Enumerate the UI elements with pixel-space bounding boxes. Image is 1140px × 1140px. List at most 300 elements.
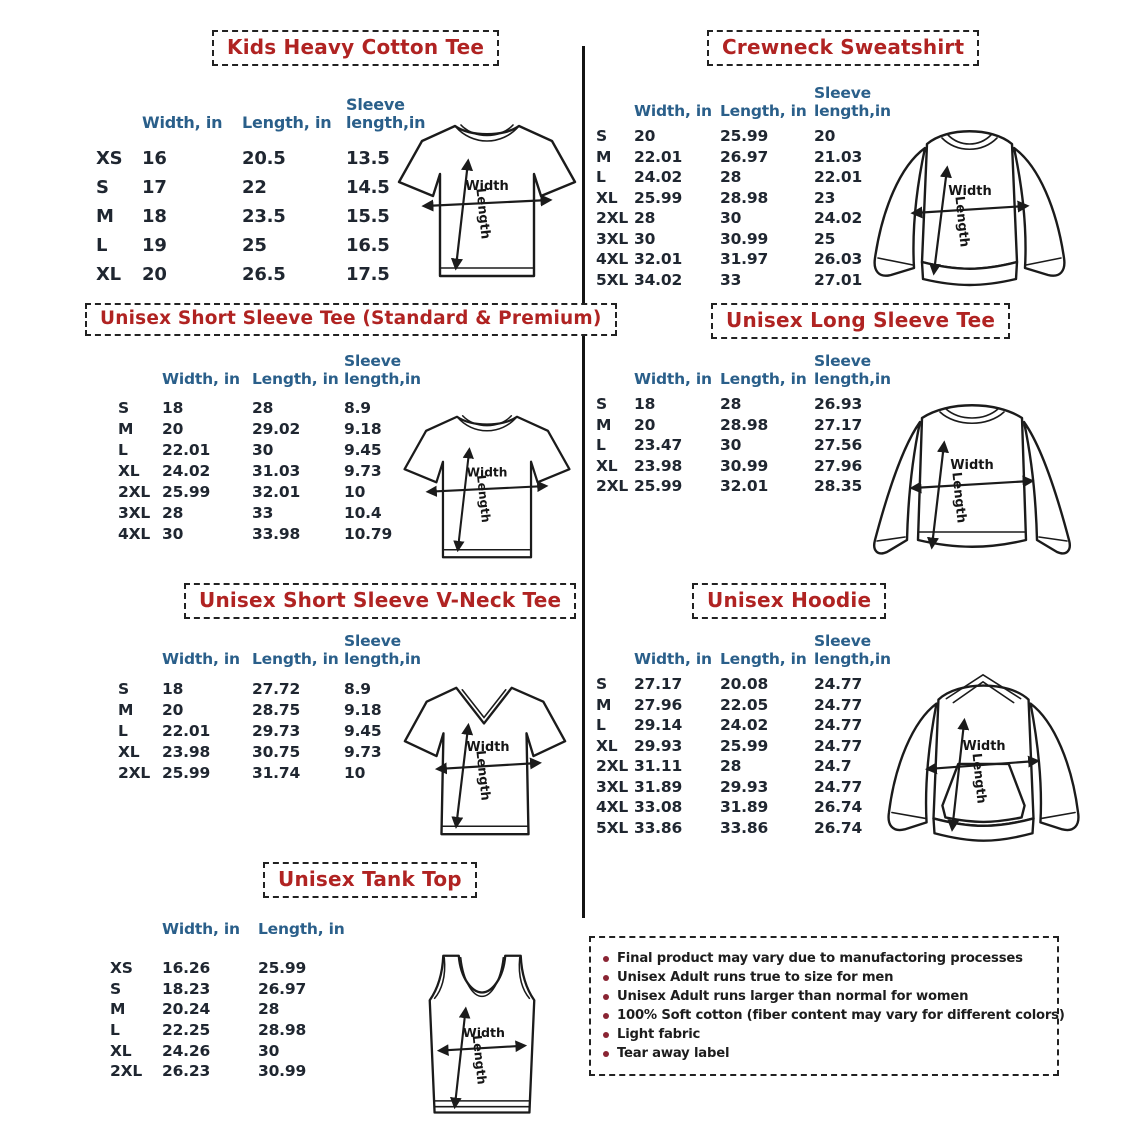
measurement-value: 22 [242,177,267,198]
measurement-value: 23.98 [162,742,211,761]
size-table-tank [110,914,358,1082]
measurement-value: 28.75 [252,700,301,719]
short-sleeve-tee-illustration [398,398,576,576]
col-header-width: Width, in [634,370,712,388]
table-header-row [110,914,358,938]
measurement-value: 20.08 [720,675,769,694]
measurement-value: 23.47 [634,436,683,455]
table-body [596,674,890,838]
measurement-value: 30 [162,524,184,543]
measurement-value: 9.45 [344,440,382,459]
size-label: 2XL [118,763,151,782]
measurement-value: 22.01 [814,168,863,187]
size-label: L [118,721,128,740]
measurement-value: 8.9 [344,398,371,417]
measurement-value: 26.97 [720,147,769,166]
col-header-length: Length, in [258,920,345,938]
measurement-value: 19 [142,235,167,256]
section-title-text: Unisex Short Sleeve Tee (Standard & Premium) [100,308,602,329]
measurement-value: 15.5 [346,206,390,227]
size-label: 3XL [596,229,629,248]
measurement-value: 25.99 [720,736,769,755]
col-header-sleeve: Sleeve length,in [344,632,421,668]
measurement-value: 10.4 [344,503,382,522]
measurement-value: 20 [162,700,184,719]
section-title-unisex-short-sleeve-tee [85,303,617,336]
measurement-value: 18 [634,395,656,414]
measurement-value: 9.18 [344,419,382,438]
measurement-value: 9.73 [344,742,382,761]
size-label: L [96,235,108,256]
table-row [596,415,890,436]
table-row [118,481,418,502]
measurement-value: 27.01 [814,270,863,289]
bullet-icon [603,956,609,962]
size-label: M [118,700,134,719]
measurement-value: 24.02 [162,461,211,480]
measurement-value: 25 [242,235,267,256]
measurement-value: 30.75 [252,742,301,761]
col-header-sleeve: Sleeve length,in [344,352,421,388]
table-row [118,678,418,699]
size-label: S [596,675,607,694]
size-label: 2XL [110,1062,143,1081]
note-text: Final product may vary due to manufactoring processes [617,951,1023,966]
width-label: Width [950,458,994,473]
measurement-value: 24.7 [814,757,852,776]
note-item [603,951,1045,966]
measurement-value: 32.01 [634,250,683,269]
measurement-value: 20.24 [162,1000,211,1019]
measurement-value: 28 [162,503,184,522]
col-header-width: Width, in [142,113,223,132]
col-header-sleeve: Sleeve length,in [814,632,891,668]
measurement-value: 20 [634,415,656,434]
measurement-value: 28 [252,398,274,417]
size-label: 2XL [118,482,151,501]
measurement-value: 13.5 [346,148,390,169]
table-row [596,818,890,839]
measurement-value: 31.74 [252,763,301,782]
measurement-value: 20 [634,127,656,146]
table-body [118,397,418,544]
size-label: S [596,395,607,414]
measurement-value: 25.99 [634,477,683,496]
measurement-value: 24.26 [162,1041,211,1060]
note-text: Unisex Adult runs larger than normal for women [617,989,969,1004]
size-label: 2XL [596,209,629,228]
table-row [596,797,890,818]
measurement-value: 28 [720,757,742,776]
measurement-value: 21.03 [814,147,863,166]
table-row [110,1040,358,1061]
table-header-row [118,632,421,668]
size-label: 5XL [596,818,629,837]
col-header-sleeve: Sleeve length,in [346,95,426,133]
measurement-value: 24.02 [814,209,863,228]
table-header-row [118,352,421,388]
table-row [596,394,890,415]
table-body [596,126,890,290]
table-row [596,736,890,757]
sleeve-outline [889,704,937,830]
size-label: 4XL [596,798,629,817]
size-table-short-sleeve [118,352,421,544]
table-row [118,720,418,741]
measurement-value: 26.97 [258,979,307,998]
note-item [603,970,1045,985]
size-label: XL [596,736,618,755]
size-label: XL [110,1041,132,1060]
section-title-unisex-tank-top [263,862,477,898]
size-label: XS [110,959,133,978]
section-title-unisex-hoodie [692,583,886,619]
table-row [596,167,890,188]
crewneck-illustration [862,112,1077,302]
measurement-value: 26.74 [814,818,863,837]
table-header-row [96,84,428,132]
table-row [596,270,890,291]
measurement-value: 22.25 [162,1021,211,1040]
table-row [118,699,418,720]
measurement-value: 10 [344,763,366,782]
measurement-value: 24.77 [814,675,863,694]
section-title-text: Crewneck Sweatshirt [722,35,965,59]
size-label: 5XL [596,270,629,289]
size-label: L [110,1021,120,1040]
measurement-value: 26.74 [814,798,863,817]
size-label: M [596,415,612,434]
note-text: Light fabric [617,1027,701,1042]
size-label: S [596,127,607,146]
table-row [118,418,418,439]
measurement-value: 14.5 [346,177,390,198]
measurement-value: 28.98 [720,188,769,207]
note-text: Unisex Adult runs true to size for men [617,970,894,985]
size-table-vneck [118,632,421,783]
measurement-value: 16.5 [346,235,390,256]
size-label: 2XL [596,757,629,776]
bullet-icon [603,1013,609,1019]
measurement-value: 22.05 [720,695,769,714]
measurement-value: 25.99 [162,763,211,782]
note-item [603,1046,1045,1061]
table-header-row [596,632,890,668]
size-label: L [596,716,606,735]
measurement-value: 9.73 [344,461,382,480]
note-text: 100% Soft cotton (fiber content may vary for different colors) [617,1008,1065,1023]
measurement-value: 26.23 [162,1062,211,1081]
measurement-value: 27.17 [634,675,683,694]
col-header-sleeve: Sleeve length,in [814,352,891,388]
table-row [110,999,358,1020]
measurement-value: 16.26 [162,959,211,978]
measurement-value: 33.98 [252,524,301,543]
measurement-value: 16 [142,148,167,169]
measurement-value: 25.99 [258,959,307,978]
notes-box [589,936,1065,1076]
long-sleeve-tee-illustration [858,388,1086,574]
note-item [603,989,1045,1004]
size-label: XL [118,461,140,480]
size-label: L [596,436,606,455]
section-title-text: Unisex Long Sleeve Tee [726,308,996,332]
measurement-value: 33.86 [634,818,683,837]
table-row [596,674,890,695]
length-label: Length [472,187,493,240]
measurement-value: 17 [142,177,167,198]
length-label: Length [948,471,969,524]
measurement-value: 24.02 [720,716,769,735]
measurement-value: 25.99 [720,127,769,146]
measurement-value: 30 [258,1041,280,1060]
kids-tee-illustration [392,110,582,292]
measurement-value: 20.5 [242,148,286,169]
measurement-value: 31.11 [634,757,683,776]
measurement-value: 27.96 [634,695,683,714]
measurement-value: 30.99 [258,1062,307,1081]
col-header-width: Width, in [634,650,712,668]
size-table-long-sleeve [596,352,890,497]
measurement-value: 34.02 [634,270,683,289]
measurement-value: 24.77 [814,777,863,796]
measurement-value: 18 [162,398,184,417]
measurement-value: 26.03 [814,250,863,269]
size-table-kids [96,84,428,289]
measurement-value: 28 [720,395,742,414]
measurement-value: 31.97 [720,250,769,269]
table-row [96,173,428,202]
size-label: M [596,695,612,714]
section-title-unisex-long-sleeve-tee [711,303,1010,339]
table-row [96,144,428,173]
size-label: 4XL [118,524,151,543]
table-row [96,202,428,231]
size-label: S [118,679,129,698]
table-row [110,1061,358,1082]
measurement-value: 33.08 [634,798,683,817]
hoodie-illustration [876,662,1091,862]
section-title-text: Kids Heavy Cotton Tee [227,35,485,59]
table-row [118,460,418,481]
width-label: Width [962,739,1006,755]
size-label: XL [118,742,140,761]
col-header-width: Width, in [162,370,240,388]
vneck-tee-illustration [398,672,570,850]
table-row [596,456,890,477]
table-row [596,476,890,497]
width-label: Width [948,184,992,199]
table-body [110,958,358,1082]
measurement-value: 20 [162,419,184,438]
col-header-length: Length, in [720,370,807,388]
measurement-value: 28.98 [258,1021,307,1040]
measurement-value: 28 [258,1000,280,1019]
length-label: Length [469,1034,490,1086]
measurement-value: 27.96 [814,456,863,475]
table-row [96,231,428,260]
measurement-value: 28 [634,209,656,228]
measurement-value: 18 [142,206,167,227]
size-label: L [596,168,606,187]
size-label: 4XL [596,250,629,269]
col-header-width: Width, in [162,920,240,938]
measurement-value: 30 [252,440,274,459]
measurement-value: 8.9 [344,679,371,698]
measurement-value: 22.01 [162,440,211,459]
table-row [596,715,890,736]
measurement-value: 18 [162,679,184,698]
table-row [110,958,358,979]
measurement-value: 23.98 [634,456,683,475]
section-title-vneck-tee [184,583,576,619]
table-row [118,523,418,544]
size-label: M [118,419,134,438]
table-row [596,188,890,209]
measurement-value: 10 [344,482,366,501]
table-row [118,762,418,783]
table-body [96,144,428,289]
measurement-value: 30.99 [720,229,769,248]
section-title-crewneck-sweatshirt [707,30,979,66]
table-row [118,439,418,460]
col-header-sleeve: Sleeve length,in [814,84,891,120]
note-text: Tear away label [617,1046,730,1061]
table-row [118,741,418,762]
table-row [596,126,890,147]
table-header-row [596,84,890,120]
size-label: M [96,206,114,227]
size-label: XL [596,456,618,475]
width-label: Width [462,1025,506,1041]
measurement-value: 28 [720,168,742,187]
col-header-length: Length, in [252,370,339,388]
table-row [110,979,358,1000]
size-table-hoodie [596,632,890,838]
table-body [118,678,418,783]
section-title-kids-heavy-cotton-tee [212,30,499,66]
measurement-value: 27.56 [814,436,863,455]
size-table-crewneck [596,84,890,290]
table-row [118,397,418,418]
bullet-icon [603,994,609,1000]
size-label: M [596,147,612,166]
measurement-value: 30 [720,209,742,228]
measurement-value: 25 [814,229,836,248]
measurement-value: 9.45 [344,721,382,740]
measurement-value: 17.5 [346,264,390,285]
length-label: Length [951,195,972,248]
measurement-value: 29.02 [252,419,301,438]
table-row [596,249,890,270]
measurement-value: 29.73 [252,721,301,740]
measurement-value: 33 [252,503,274,522]
measurement-value: 31.89 [634,777,683,796]
col-header-length: Length, in [720,650,807,668]
length-label: Length [968,752,989,805]
width-label: Width [466,740,510,756]
sleeve-outline [1014,148,1064,276]
table-row [596,695,890,716]
width-label: Width [465,179,509,194]
measurement-value: 28.35 [814,477,863,496]
section-title-text: Unisex Tank Top [278,867,462,891]
table-header-row [596,352,890,388]
col-header-width: Width, in [634,102,712,120]
measurement-value: 31.03 [252,461,301,480]
note-item [603,1008,1065,1023]
measurement-value: 33.86 [720,818,769,837]
col-header-length: Length, in [242,113,332,132]
measurement-value: 23 [814,188,836,207]
measurement-value: 29.93 [634,736,683,755]
table-row [118,502,418,523]
size-label: S [96,177,109,198]
tank-top-illustration [412,948,552,1128]
measurement-value: 23.5 [242,206,286,227]
table-row [96,260,428,289]
measurement-value: 24.77 [814,716,863,735]
length-label: Length [472,749,493,802]
measurement-value: 18.23 [162,979,211,998]
measurement-value: 33 [720,270,742,289]
measurement-value: 22.01 [162,721,211,740]
size-label: XL [596,188,618,207]
measurement-value: 28.98 [720,415,769,434]
size-label: 3XL [596,777,629,796]
measurement-value: 29.14 [634,716,683,735]
bullet-icon [603,1032,609,1038]
measurement-value: 30 [634,229,656,248]
length-label: Length [474,474,493,524]
bullet-icon [603,975,609,981]
size-label: L [118,440,128,459]
measurement-value: 30 [720,436,742,455]
column-divider [582,46,585,918]
table-row [110,1020,358,1041]
measurement-value: 10.79 [344,524,393,543]
table-row [596,147,890,168]
measurement-value: 24.77 [814,736,863,755]
sleeve-outline [1031,704,1079,830]
measurement-value: 24.77 [814,695,863,714]
col-header-width: Width, in [162,650,240,668]
measurement-value: 29.93 [720,777,769,796]
measurement-value: 26.5 [242,264,286,285]
measurement-value: 20 [814,127,836,146]
table-row [596,229,890,250]
measurement-value: 26.93 [814,395,863,414]
size-label: M [110,1000,126,1019]
measurement-value: 31.89 [720,798,769,817]
measurement-value: 25.99 [162,482,211,501]
sleeve-outline [1024,422,1070,553]
size-label: 2XL [596,477,629,496]
col-header-length: Length, in [252,650,339,668]
table-row [596,756,890,777]
table-row [596,208,890,229]
note-item [603,1027,1045,1042]
size-label: XS [96,148,123,169]
width-label: Width [466,465,508,480]
measurement-value: 32.01 [252,482,301,501]
measurement-value: 20 [142,264,167,285]
measurement-value: 27.17 [814,415,863,434]
measurement-value: 30.99 [720,456,769,475]
size-label: S [118,398,129,417]
size-label: 3XL [118,503,151,522]
table-row [596,777,890,798]
